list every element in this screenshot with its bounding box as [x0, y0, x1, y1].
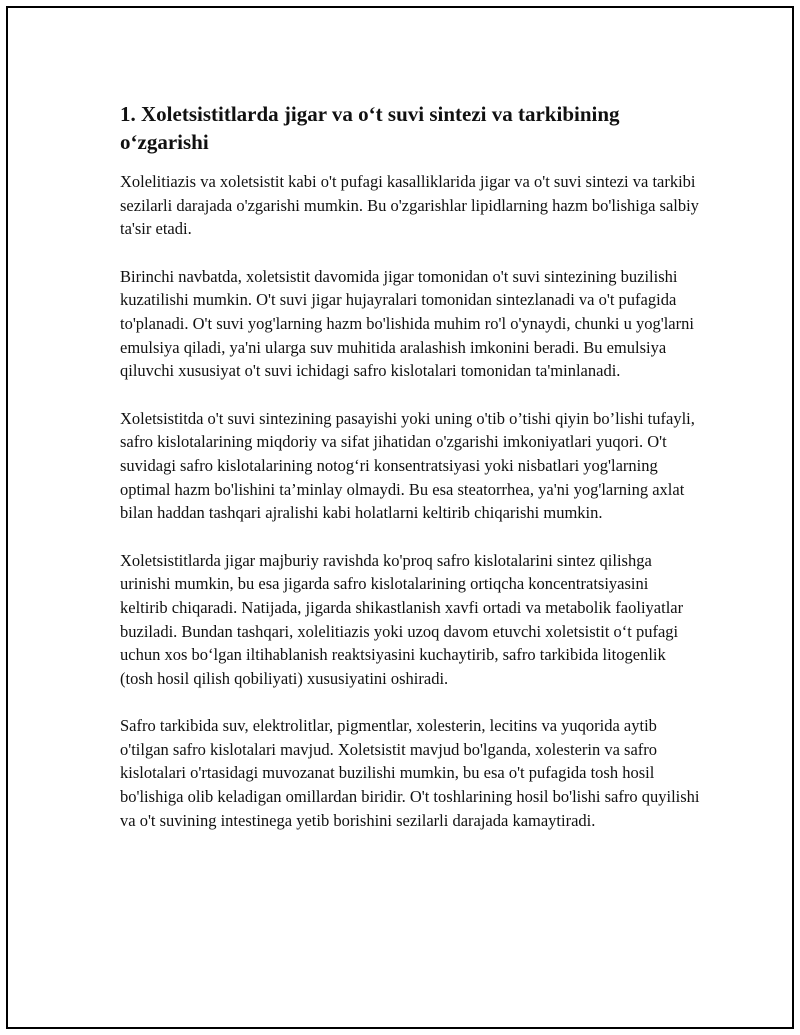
paragraph-2: Birinchi navbatda, xoletsistit davomida jigar tomonidan o't suvi sintezining buzilishi kuzatilishi mumkin. O't suvi jigar hujayralari tomonidan sintezlanadi va o't pufagida to'planadi. O't suvi yog'larning hazm bo'lishida muhim ro'l o'ynaydi, chunki u yog'larni emulsiya qiladi, ya'ni ularga suv muhitida aralashish imkonini beradi. Bu emulsiya qiluvchi xususiyat o't suvi ichidagi safro kislotalari tomonidan ta'minlanadi.: [120, 266, 694, 381]
document-body: [120, 100, 700, 856]
paragraph-1: Xolelitiazis va xoletsistit kabi o't pufagi kasalliklarida jigar va o't suvi sintezi va tarkibi sezilarli darajada o'zgarishi mumkin. Bu o'zgarishlar lipidlarning hazm bo'lishiga salbiy ta'sir etadi.: [120, 172, 699, 239]
section-heading: 1. Xoletsistitlarda jigar va o‘t suvi sintezi va tarkibining o‘zgarishi: [120, 102, 620, 154]
document-page: [6, 6, 794, 1029]
paragraph-4: Xoletsistitlarda jigar majburiy ravishda ko'proq safro kislotalarini sintez qilishga urinishi mumkin, bu esa jigarda safro kislotalarining ortiqcha koncentratsiyasini keltirib chiqaradi. Natijada, jigarda shikastlanish xavfi ortadi va metabolik faoliyatlar buziladi. Bundan tashqari, xolelitiazis yoki uzoq davom etuvchi xoletsistit o‘t pufagi uchun xos bo‘lgan iltihablanish reaktsiyasini kuchaytirib, safro tarkibida litogenlik (tosh hosil qilish qobiliyati) xususiyatini oshiradi.: [120, 550, 684, 688]
paragraph-5: Safro tarkibida suv, elektrolitlar, pigmentlar, xolesterin, lecitins va yuqorida aytib o'tilgan safro kislotalari mavjud. Xoletsistit mavjud bo'lganda, xolesterin va safro kislotalari o'rtasidagi muvozanat buzilishi mumkin, bu esa o't pufagida tosh hosil bo'lishiga olib keladigan omillardan biridir. O't toshlarining hosil bo'lishi safro quyilishi va o't suvining intestinega yetib borishini sezilarli darajada kamaytiradi.: [120, 716, 700, 830]
paragraph-3: Xoletsistitda o't suvi sintezining pasayishi yoki uning o'tib o’tishi qiyin bo’lishi tufayli, safro kislotalarining miqdoriy va sifat jihatidan o'zgarishi imkoniyatlari yuqori. O't suvidagi safro kislotalarining notog‘ri konsentratsiyasi yoki nisbatlari yog'larning optimal hazm bo'lishini ta’minlay olmaydi. Bu esa steatorrhea, ya'ni yog'larning axlat bilan haddan tashqari ajralishi kabi holatlarni keltirib chiqarishi mumkin.: [120, 408, 695, 523]
